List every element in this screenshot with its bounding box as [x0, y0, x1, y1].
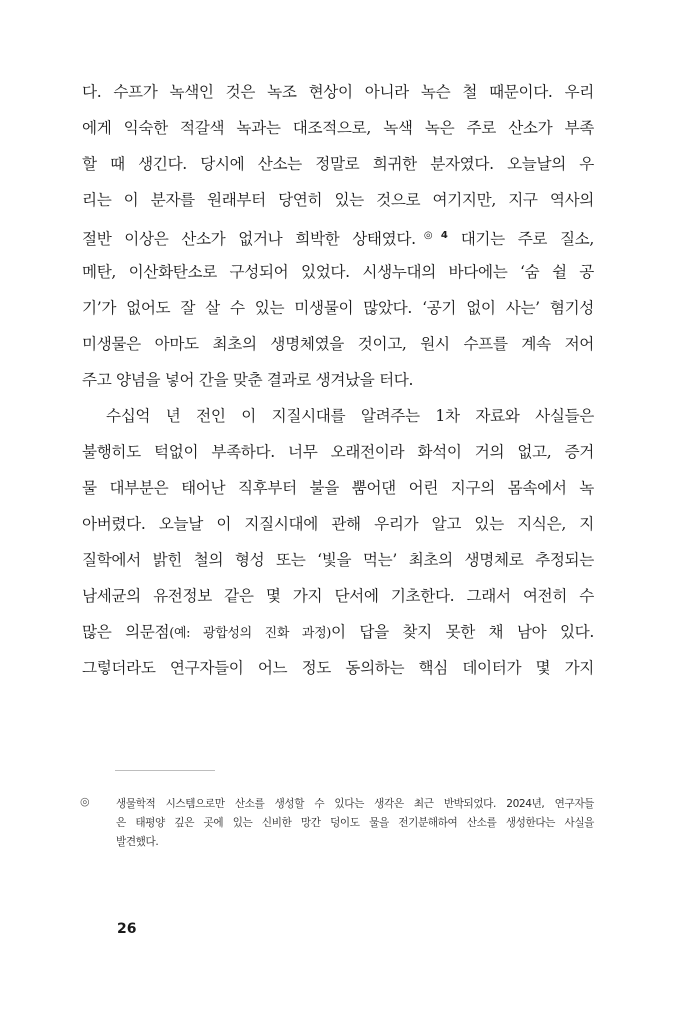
text-line: 에게 익숙한 적갈색 녹과는 대조적으로, 녹색 녹은 주로 산소가 부족	[82, 119, 594, 137]
footnote-reference[interactable]: ◎4	[415, 230, 448, 241]
text-line: 주고 양념을 넣어 간을 맞춘 결과로 생겨났을 터다.	[82, 371, 414, 389]
text-line: 다. 수프가 녹색인 것은 녹조 현상이 아니라 녹슨 철 때문이다. 우리	[82, 83, 594, 101]
footnote-divider	[115, 770, 215, 771]
text-line: 기’가 없어도 잘 살 수 있는 미생물이 많았다. ‘공기 없이 사는’ 혐기성	[82, 299, 594, 317]
text-line: 리는 이 분자를 원래부터 당연히 있는 것으로 여기지만, 지구 역사의	[82, 191, 594, 209]
page-number: 26	[117, 921, 137, 937]
text-line: 메탄, 이산화탄소로 구성되어 있었다. 시생누대의 바다에는 ‘숨 쉴 공	[82, 263, 594, 281]
text-line: 물 대부분은 태어난 직후부터 불을 뿜어댄 어린 지구의 몸속에서 녹	[82, 479, 594, 497]
text-line: 그렇더라도 연구자들이 어느 정도 동의하는 핵심 데이터가 몇 가지	[82, 659, 594, 677]
text-segment: 대기는 주로 질소,	[447, 230, 594, 248]
footnote-mark-icon: ◎	[80, 795, 90, 808]
text-line: 남세균의 유전정보 같은 몇 가지 단서에 기초한다. 그래서 여전히 수	[82, 587, 594, 605]
footnote-line: 은 태평양 깊은 곳에 있는 신비한 망간 덩이도 물을 전기분해하여 산소를 생성한다는 사실을	[116, 817, 594, 829]
body-text	[82, 74, 594, 686]
text-line	[82, 218, 594, 254]
text-line: 불행히도 턱없이 부족하다. 너무 오래전이라 화석이 거의 없고, 증거	[82, 443, 594, 461]
text-line	[82, 614, 594, 650]
text-line: 미생물은 아마도 최초의 생명체였을 것이고, 원시 수프를 계속 저어	[82, 335, 594, 353]
text-line: 아버렸다. 오늘날 이 지질시대에 관해 우리가 알고 있는 지식은, 지	[82, 515, 594, 533]
text-segment: 이 답을 찾지 못한 채 남아 있다.	[331, 623, 595, 641]
text-segment: 절반 이상은 산소가 없거나 희박한 상태였다.	[82, 230, 416, 248]
footnote-line: 발견했다.	[116, 836, 159, 848]
text-line: 수십억 년 전인 이 지질시대를 알려주는 1차 자료와 사실들은	[106, 407, 594, 425]
parenthetical: (예: 광합성의 진화 과정)	[169, 626, 332, 641]
text-line: 질학에서 밝힌 철의 형성 또는 ‘빛을 먹는’ 최초의 생명체로 추정되는	[82, 551, 594, 569]
text-line: 할 때 생긴다. 당시에 산소는 정말로 희귀한 분자였다. 오늘날의 우	[82, 155, 594, 173]
text-segment: 많은 의문점	[82, 623, 170, 641]
footnote-line: 생물학적 시스템으로만 산소를 생성할 수 있다는 생각은 최근 반박되었다. 2024년, 연구자들	[116, 798, 594, 810]
